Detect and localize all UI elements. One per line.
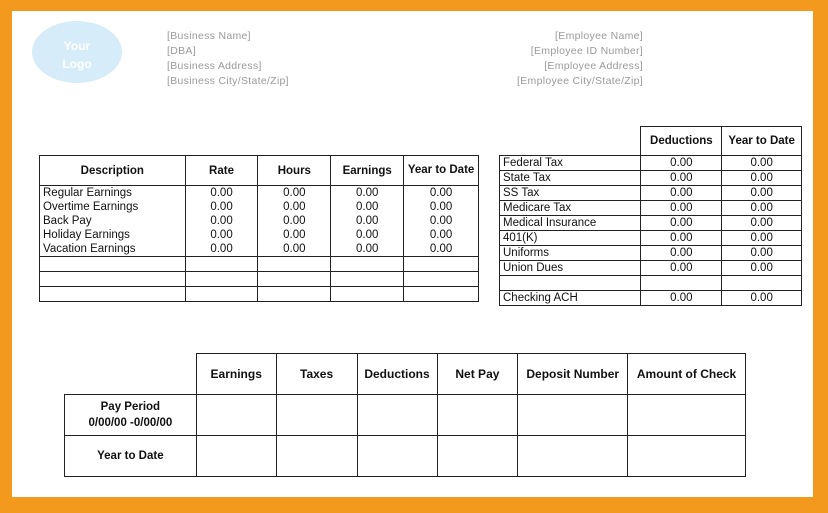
cell: 0.00 [641,156,722,171]
table-row [500,231,802,246]
deductions-table [499,126,802,306]
logo-text-line: Your [63,39,91,53]
table-row [500,171,802,186]
col-header: Earnings [331,156,404,186]
col-header: Description [40,156,186,186]
col-header: Deductions [357,354,437,395]
cell: Checking ACH [500,291,641,306]
table-row [40,214,479,228]
cell: Federal Tax [500,156,641,171]
table-row-empty [500,276,802,291]
col-header: Deposit Number [518,354,628,395]
cell: 0.00 [641,216,722,231]
business-address: [Business Address] [167,60,262,72]
cell: 0.00 [641,186,722,201]
pay-stub-sheet [12,11,813,497]
cell: Uniforms [500,246,641,261]
cell: 0.00 [185,214,258,228]
logo-text-line: Logo [62,57,92,71]
table-row-empty [40,257,479,272]
col-header: Taxes [276,354,357,395]
cell: Vacation Earnings [40,242,186,257]
cell: 0.00 [258,242,331,257]
employee-address: [Employee Address] [544,60,643,72]
earnings-table [39,155,479,302]
cell: 0.00 [722,216,802,231]
cell: 0.00 [641,246,722,261]
pay-period-label: Pay Period [100,401,161,413]
cell: 0.00 [331,214,404,228]
cell: 0.00 [722,186,802,201]
cell: Back Pay [40,214,186,228]
cell: 0.00 [722,231,802,246]
cell: 0.00 [258,214,331,228]
cell: 0.00 [722,156,802,171]
cell: 0.00 [722,261,802,276]
table-row [500,216,802,231]
business-city-state-zip: [Business City/State/Zip] [167,75,289,87]
table-row-empty [40,272,479,287]
ytd-label: Year to Date [65,436,197,477]
table-row [500,261,802,276]
cell: 0.00 [404,214,479,228]
cell: 0.00 [331,228,404,242]
cell: 0.00 [722,291,802,306]
col-header: Deductions [641,127,722,156]
cell: 0.00 [722,171,802,186]
table-row [500,246,802,261]
cell: Medicare Tax [500,201,641,216]
table-row [40,200,479,214]
cell: 0.00 [404,242,479,257]
table-row [65,436,746,477]
cell: Holiday Earnings [40,228,186,242]
cell: Union Dues [500,261,641,276]
cell: SS Tax [500,186,641,201]
cell: 0.00 [722,201,802,216]
table-row [500,201,802,216]
cell: 0.00 [258,228,331,242]
pay-period-cell [65,395,197,436]
table-row-empty [40,287,479,302]
col-header: Year to Date [404,156,479,186]
cell: 0.00 [641,261,722,276]
col-header: Amount of Check [628,354,746,395]
cell: Regular Earnings [40,186,186,201]
table-row [40,242,479,257]
deductions-header-row [500,127,802,156]
cell: 0.00 [331,200,404,214]
cell: 0.00 [641,201,722,216]
table-row [500,156,802,171]
cell: 0.00 [185,242,258,257]
company-logo [32,21,122,83]
cell: 0.00 [258,186,331,201]
table-row-checking [500,291,802,306]
cell: 0.00 [185,200,258,214]
summary-table [64,353,746,477]
cell: State Tax [500,171,641,186]
cell: 0.00 [404,200,479,214]
table-row [500,186,802,201]
cell: 0.00 [404,186,479,201]
company-info [167,29,289,89]
employee-info [517,29,643,89]
cell: 0.00 [185,186,258,201]
business-dba: [DBA] [167,45,196,57]
cell: 401(K) [500,231,641,246]
cell: 0.00 [258,200,331,214]
cell: 0.00 [722,246,802,261]
business-name: [Business Name] [167,30,251,42]
table-row [65,395,746,436]
employee-id: [Employee ID Number] [530,45,643,57]
employee-city-state-zip: [Employee City/State/Zip] [517,75,643,87]
summary-header-row [65,354,746,395]
cell: 0.00 [404,228,479,242]
pay-period-dates: 0/00/00 -0/00/00 [88,417,173,429]
col-header: Rate [185,156,258,186]
col-header: Hours [258,156,331,186]
col-header: Year to Date [722,127,802,156]
employee-name: [Employee Name] [555,30,643,42]
earnings-header-row [40,156,479,186]
cell: Medical Insurance [500,216,641,231]
cell: 0.00 [641,231,722,246]
cell: 0.00 [185,228,258,242]
table-row [40,186,479,201]
table-row [40,228,479,242]
col-header: Net Pay [437,354,518,395]
cell: 0.00 [641,171,722,186]
cell: 0.00 [331,242,404,257]
cell: Overtime Earnings [40,200,186,214]
col-header: Earnings [196,354,276,395]
cell: 0.00 [331,186,404,201]
cell: 0.00 [641,291,722,306]
